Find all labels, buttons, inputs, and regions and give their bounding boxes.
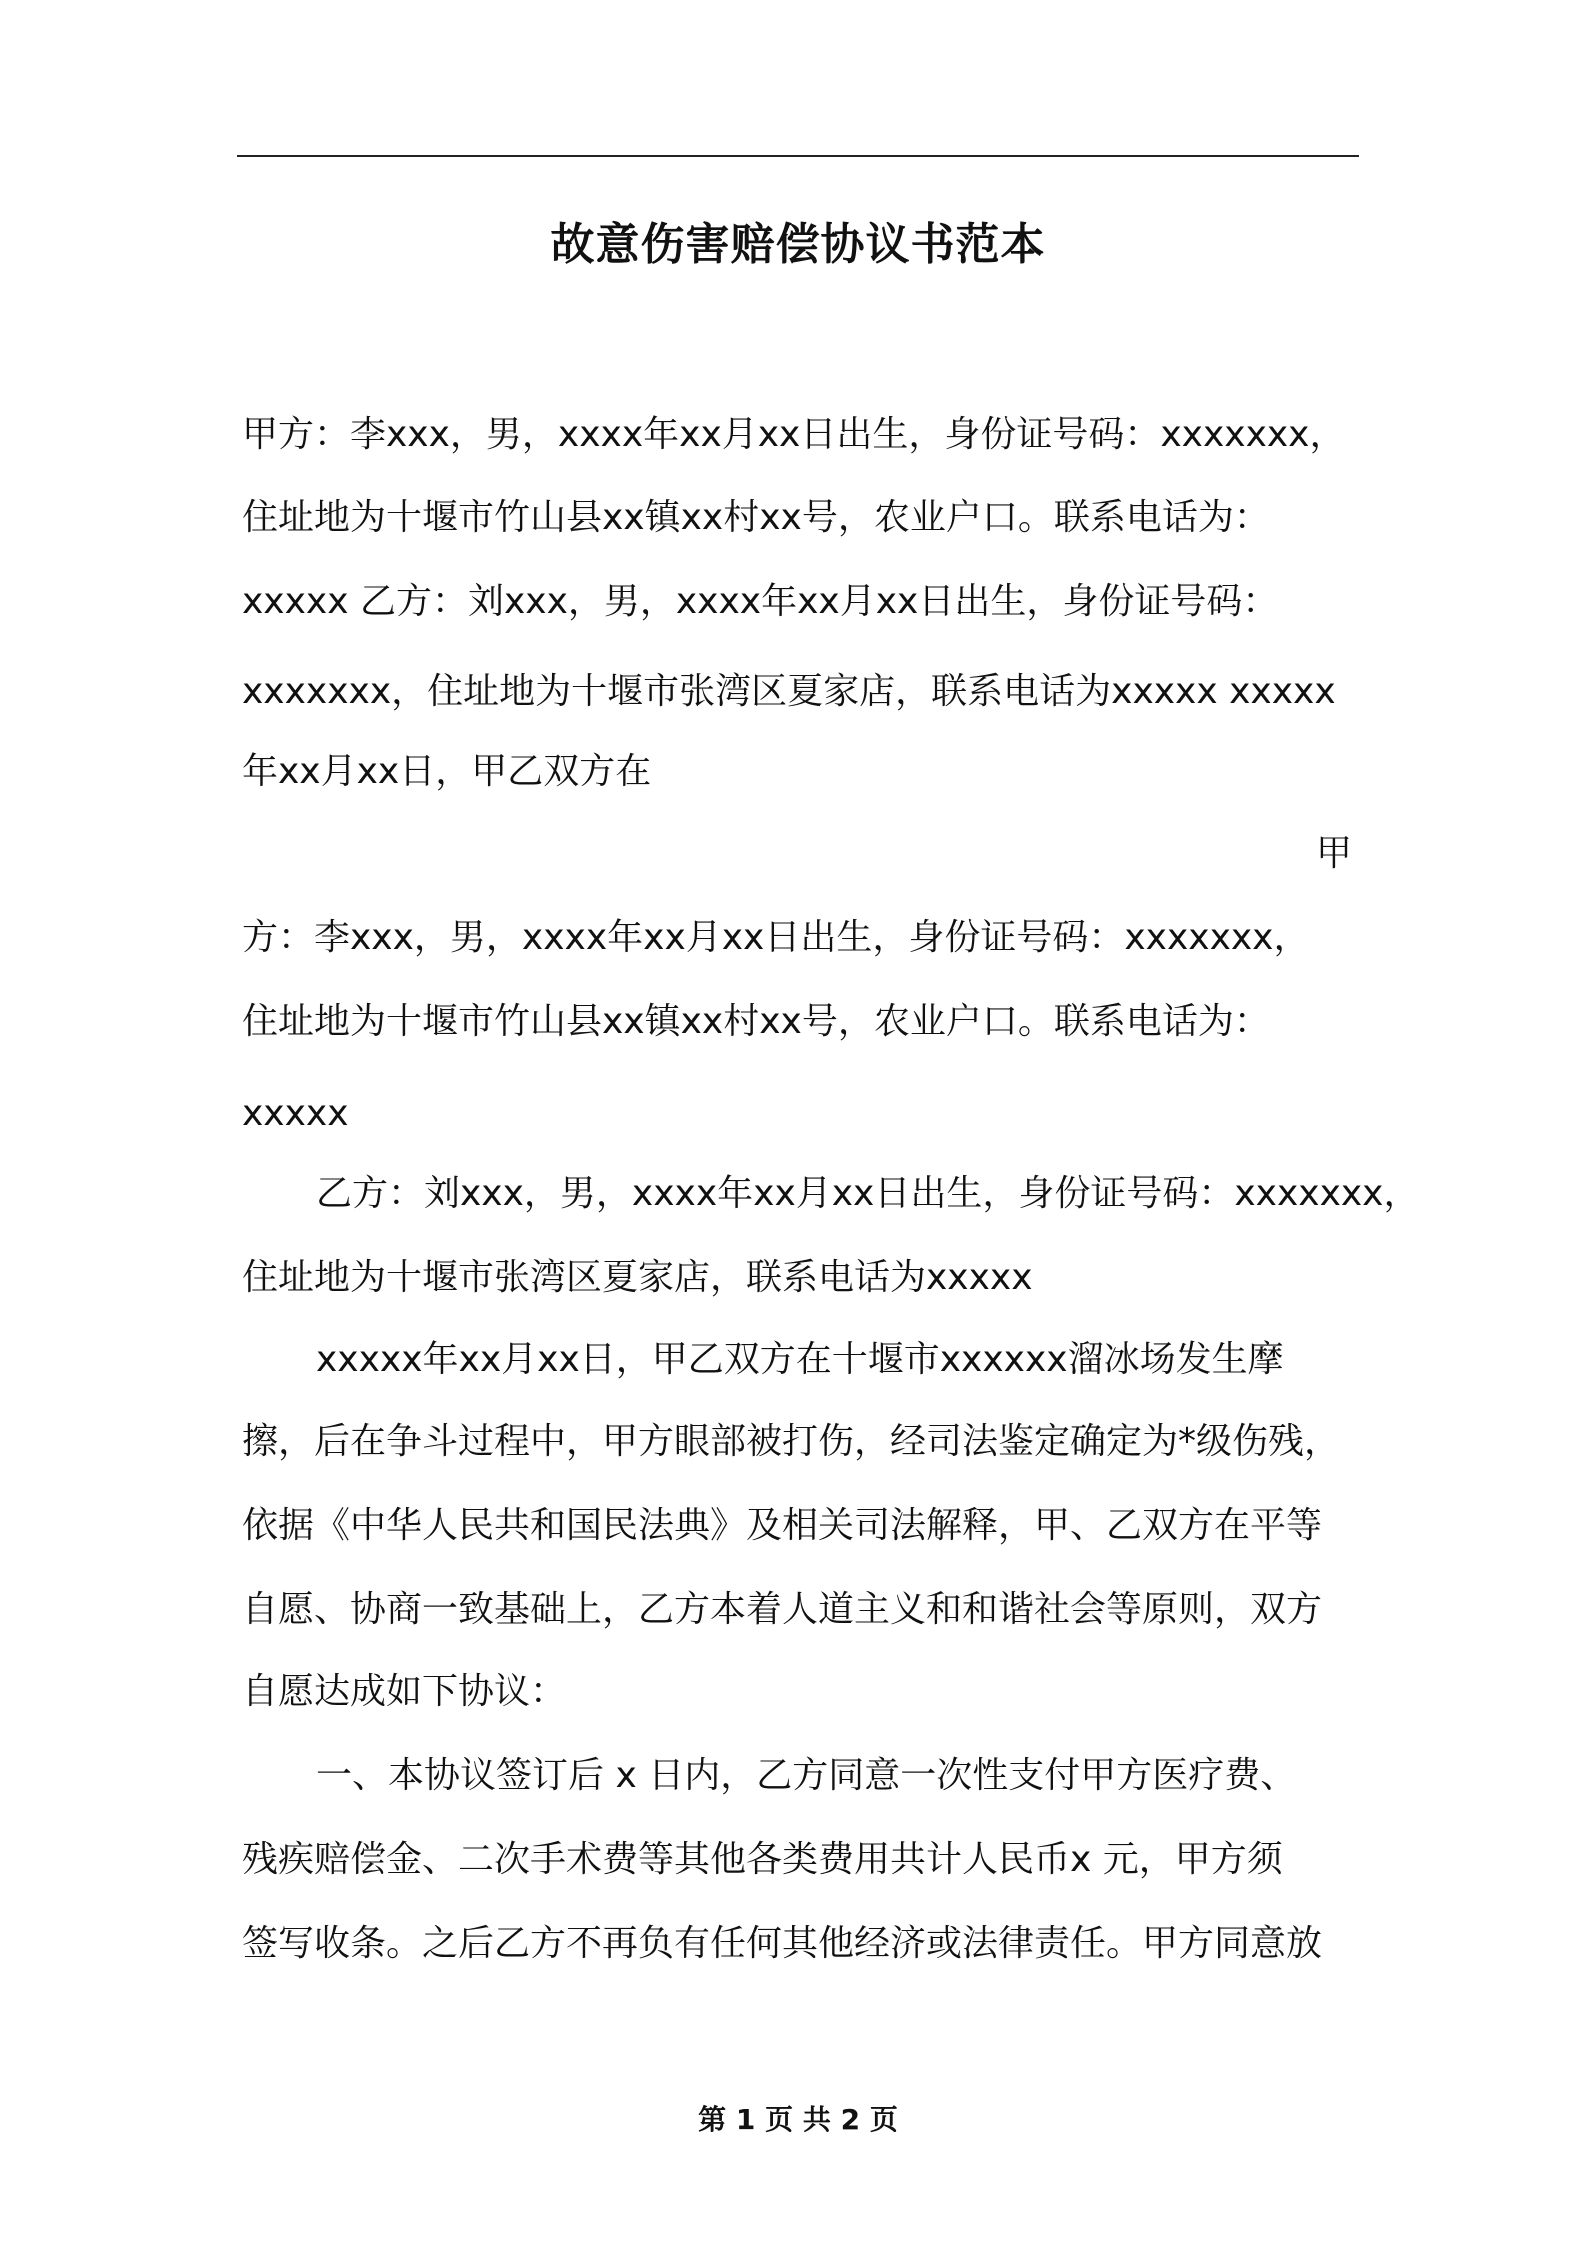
text-line: 签写收条。之后乙方不再负有任何其他经济或法律责任。甲方同意放 (242, 1923, 1323, 1964)
text-line: 残疾赔偿金、二次手术费等其他各类费用共计人民币x 元，甲方须 (242, 1839, 1283, 1880)
header-rule (237, 155, 1359, 157)
text-line: 甲方：李xxx，男，xxxx年xx月xx日出生，身份证号码：xxxxxxx， (242, 414, 1346, 455)
text-line: 乙方：刘xxx，男，xxxx年xx月xx日出生，身份证号码：xxxxxxx， (316, 1173, 1420, 1214)
text-line: 方：李xxx，男，xxxx年xx月xx日出生，身份证号码：xxxxxxx， (242, 917, 1310, 958)
text-line: 擦，后在争斗过程中，甲方眼部被打伤，经司法鉴定确定为*级伤残， (242, 1421, 1341, 1462)
text-line: xxxxx 乙方：刘xxx，男，xxxx年xx月xx日出生，身份证号码： (242, 581, 1279, 622)
text-line: 甲 (1315, 833, 1352, 874)
text-line: 依据《中华人民共和国民法典》及相关司法解释，甲、乙双方在平等 (242, 1505, 1323, 1546)
text-line: 住址地为十堰市竹山县xx镇xx村xx号，农业户口。联系电话为： (242, 1001, 1270, 1042)
text-line: 一、本协议签订后 x 日内，乙方同意一次性支付甲方医疗费、 (316, 1755, 1297, 1796)
text-line: 住址地为十堰市竹山县xx镇xx村xx号，农业户口。联系电话为： (242, 497, 1270, 538)
text-line: 自愿、协商一致基础上，乙方本着人道主义和和谐社会等原则，双方 (242, 1589, 1323, 1630)
text-line: xxxxx (242, 1093, 349, 1134)
document-title: 故意伤害赔偿协议书范本 (550, 219, 1046, 270)
text-line: 年xx月xx日，甲乙双方在 (242, 751, 652, 792)
text-line: 住址地为十堰市张湾区夏家店，联系电话为xxxxx (242, 1257, 1033, 1298)
text-line: 自愿达成如下协议： (242, 1671, 567, 1712)
page-number: 第 1 页 共 2 页 (698, 2103, 898, 2136)
text-line: xxxxxxx，住址地为十堰市张湾区夏家店，联系电话为xxxxx xxxxx (242, 671, 1336, 712)
text-line: xxxxx年xx月xx日，甲乙双方在十堰市xxxxxx溜冰场发生摩 (316, 1339, 1284, 1380)
